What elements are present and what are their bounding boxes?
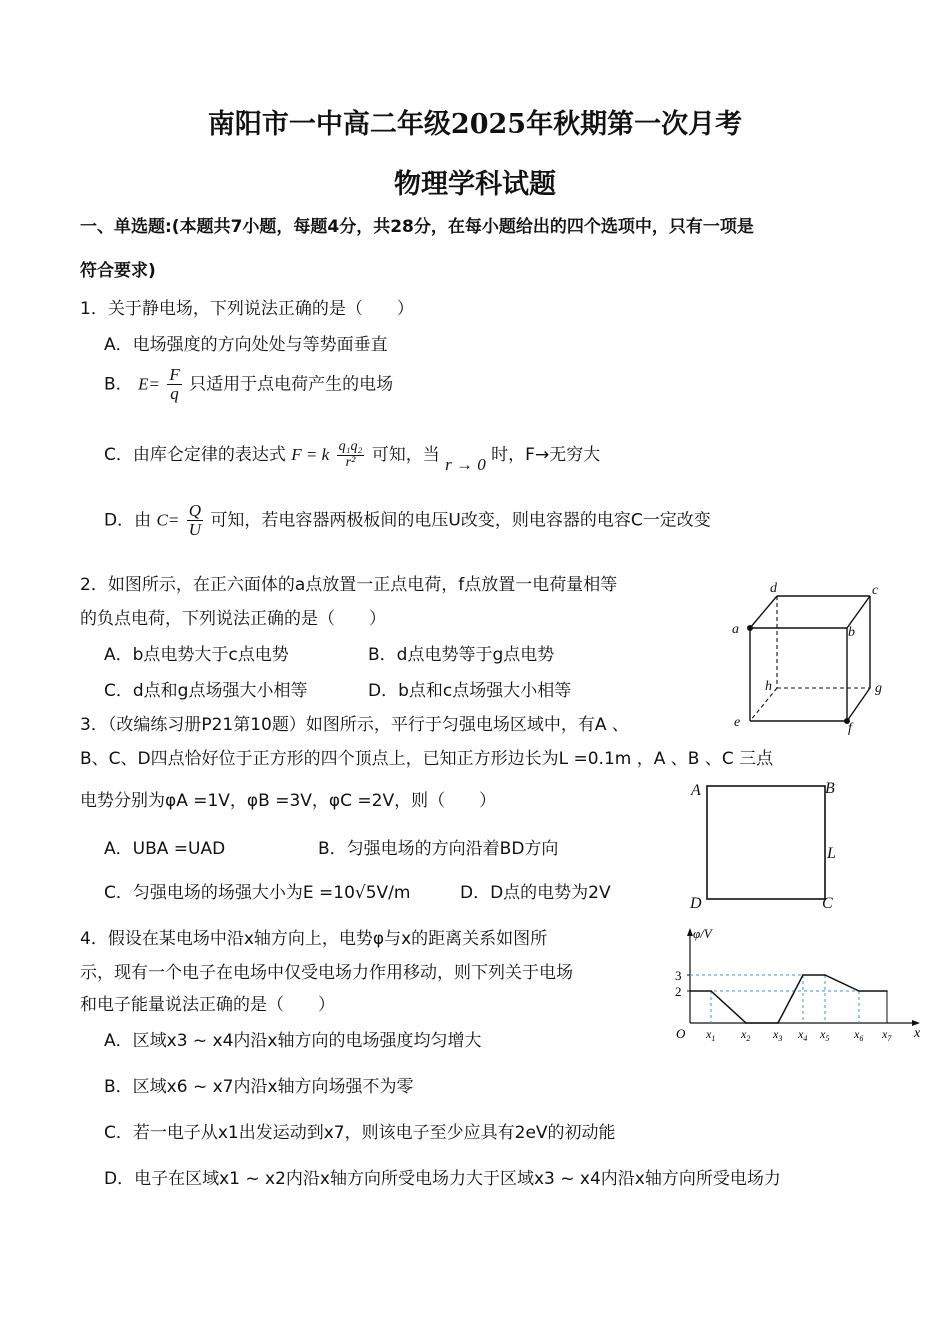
q4-option-a[interactable]: A．区域x3 ~ x4内沿x轴方向的电场强度均匀增大 <box>104 1031 482 1051</box>
phi-point <box>824 974 826 976</box>
square-label-c: C <box>822 895 833 912</box>
q1-d-eq: C= <box>156 510 180 530</box>
q1-c-num: q₁q₂ <box>338 439 363 454</box>
q1-d-frac <box>187 502 203 539</box>
q1-c-den: r² <box>345 454 356 470</box>
q3-stem-1: 3．（改编练习册P21第10题）如图所示，平行于匀强电场区域中，有A 、 <box>80 715 629 735</box>
x-tick-sub: 7 <box>887 1034 892 1043</box>
q3-option-d[interactable]: D．D点的电势为2V <box>460 883 611 903</box>
q1-c-end: 时，F→无穷大 <box>491 445 601 466</box>
y-axis-label: φ/V <box>693 926 712 941</box>
phi-series-line <box>690 975 887 1023</box>
q2-option-b[interactable]: B．d点电势等于g点电势 <box>368 645 555 665</box>
phi-point <box>689 990 691 992</box>
y-tick-label: 3 <box>675 968 682 983</box>
x-tick-label: $x_1$ <box>706 1027 716 1043</box>
q3-option-b[interactable]: B．匀强电场的方向沿着BD方向 <box>318 839 559 859</box>
q1-c-mid: 可知，当 <box>371 445 440 466</box>
x-tick-label: $x_3$ <box>773 1027 783 1043</box>
q1-stem: 1．关于静电场，下列说法正确的是（ ） <box>80 299 414 319</box>
q1-c-frac <box>337 440 365 470</box>
q1-option-c[interactable] <box>104 439 601 475</box>
q1-b-text: 只适用于点电荷产生的电场 <box>189 374 394 395</box>
phi-point <box>802 974 804 976</box>
exam-subtitle: 物理学科试题 <box>394 169 556 200</box>
q2-stem-2: 的负点电荷，下列说法正确的是（ ） <box>80 609 386 629</box>
x-tick-label: $x_5$ <box>820 1027 830 1043</box>
square-figure <box>688 776 848 912</box>
square-label-d: D <box>690 895 702 912</box>
q3-option-c[interactable]: C．匀强电场的场强大小为E =10√5V/m <box>104 883 411 903</box>
q1-option-a[interactable]: A．电场强度的方向处处与等势面垂直 <box>104 335 388 355</box>
q1-b-num: F <box>169 365 180 384</box>
y-tick-label: 2 <box>675 984 682 999</box>
cube-label-e: e <box>734 715 741 730</box>
q4-stem-2: 示，现有一个电子在电场中仅受电场力作用移动，则下列关于电场 <box>80 963 573 983</box>
q1-b-frac <box>167 366 181 403</box>
phi-point <box>710 990 712 992</box>
q4-stem-1: 4．假设在某电场中沿x轴方向上，电势φ与x的距离关系如图所 <box>80 929 548 949</box>
cube-label-b: b <box>848 625 855 640</box>
x-tick-label: $x_2$ <box>741 1027 751 1043</box>
phi-point <box>886 990 888 992</box>
cube-label-a: a <box>732 622 739 637</box>
q1-c-eq: F = k <box>291 445 330 465</box>
x-tick-sub: 1 <box>711 1034 716 1043</box>
x-tick-origin: O <box>676 1026 686 1041</box>
phi-x-chart <box>668 922 930 1044</box>
q1-d-text: 可知，若电容器两极板间的电压U改变，则电容器的电容C一定改变 <box>210 510 711 531</box>
q1-option-d[interactable] <box>104 502 711 539</box>
cube-figure <box>722 578 892 736</box>
cube-label-d: d <box>770 581 777 596</box>
section-header-cont: 符合要求) <box>80 261 156 281</box>
exam-title: 南阳市一中高二年级2025年秋期第一次月考 <box>207 109 743 140</box>
q1-c-prefix: C．由库仑定律的表达式 <box>104 445 286 466</box>
x-tick-label: $x_7$ <box>882 1027 892 1043</box>
q2-option-d[interactable]: D．b点和c点场强大小相等 <box>368 681 572 701</box>
x-tick-sub: 4 <box>803 1034 808 1043</box>
q1-b-label: B． <box>104 374 133 395</box>
q1-option-b[interactable] <box>104 366 393 403</box>
x-tick-label: $x_6$ <box>854 1027 864 1043</box>
square-label-b: B <box>825 780 835 797</box>
q1-b-den: q <box>170 383 179 403</box>
chart-layer <box>675 926 921 1043</box>
section-header: 一、单选题:(本题共7小题，每题4分，共28分，在每小题给出的四个选项中，只有一项是 <box>80 217 754 237</box>
q4-option-b[interactable]: B．区域x6 ~ x7内沿x轴方向场强不为零 <box>104 1077 414 1097</box>
x-tick-sub: 2 <box>746 1034 751 1043</box>
q1-b-eq: E= <box>138 374 160 394</box>
q1-d-num: Q <box>188 501 201 520</box>
phi-point <box>858 990 860 992</box>
q2-stem-1: 2．如图所示，在正六面体的a点放置一正点电荷，f点放置一电荷量相等 <box>80 575 618 595</box>
q3-option-a[interactable]: A．UBA =UAD <box>104 839 226 859</box>
phi-point <box>745 1022 747 1024</box>
x-tick-label: $x_4$ <box>798 1027 808 1043</box>
x-tick-sub: 6 <box>859 1034 864 1043</box>
phi-point <box>777 1022 779 1024</box>
q2-option-a[interactable]: A．b点电势大于c点电势 <box>104 645 289 665</box>
cube-label-c: c <box>872 583 879 598</box>
q1-d-den: U <box>188 519 201 539</box>
q3-stem-2: B、C、D四点恰好位于正方形的四个顶点上，已知正方形边长为L =0.1m ，A 、B 、C 三点 <box>80 749 774 769</box>
charge-a-dot <box>747 625 753 631</box>
q4-stem-3: 和电子能量说法正确的是（ ） <box>80 995 335 1015</box>
q1-d-prefix: D．由 <box>104 510 152 531</box>
q4-option-d[interactable]: D．电子在区域x1 ~ x2内沿x轴方向所受电场力大于区域x3 ~ x4内沿x轴方向所受电场力 <box>104 1169 781 1189</box>
cube-label-f: f <box>848 721 852 736</box>
cube-label-g: g <box>875 681 882 696</box>
q2-option-c[interactable]: C．d点和g点场强大小相等 <box>104 681 308 701</box>
q1-c-cond: r → 0 <box>445 455 486 475</box>
x-axis-label: x <box>914 1026 921 1041</box>
square-label-a: A <box>691 782 701 799</box>
square-label-l: L <box>827 845 836 862</box>
x-tick-sub: 5 <box>825 1034 830 1043</box>
cube-label-h: h <box>765 679 772 694</box>
q3-stem-3: 电势分别为φA =1V，φB =3V，φC =2V，则（ ） <box>80 791 497 811</box>
q4-option-c[interactable]: C．若一电子从x1出发运动到x7，则该电子至少应具有2eV的初动能 <box>104 1123 616 1143</box>
x-tick-sub: 3 <box>778 1034 783 1043</box>
